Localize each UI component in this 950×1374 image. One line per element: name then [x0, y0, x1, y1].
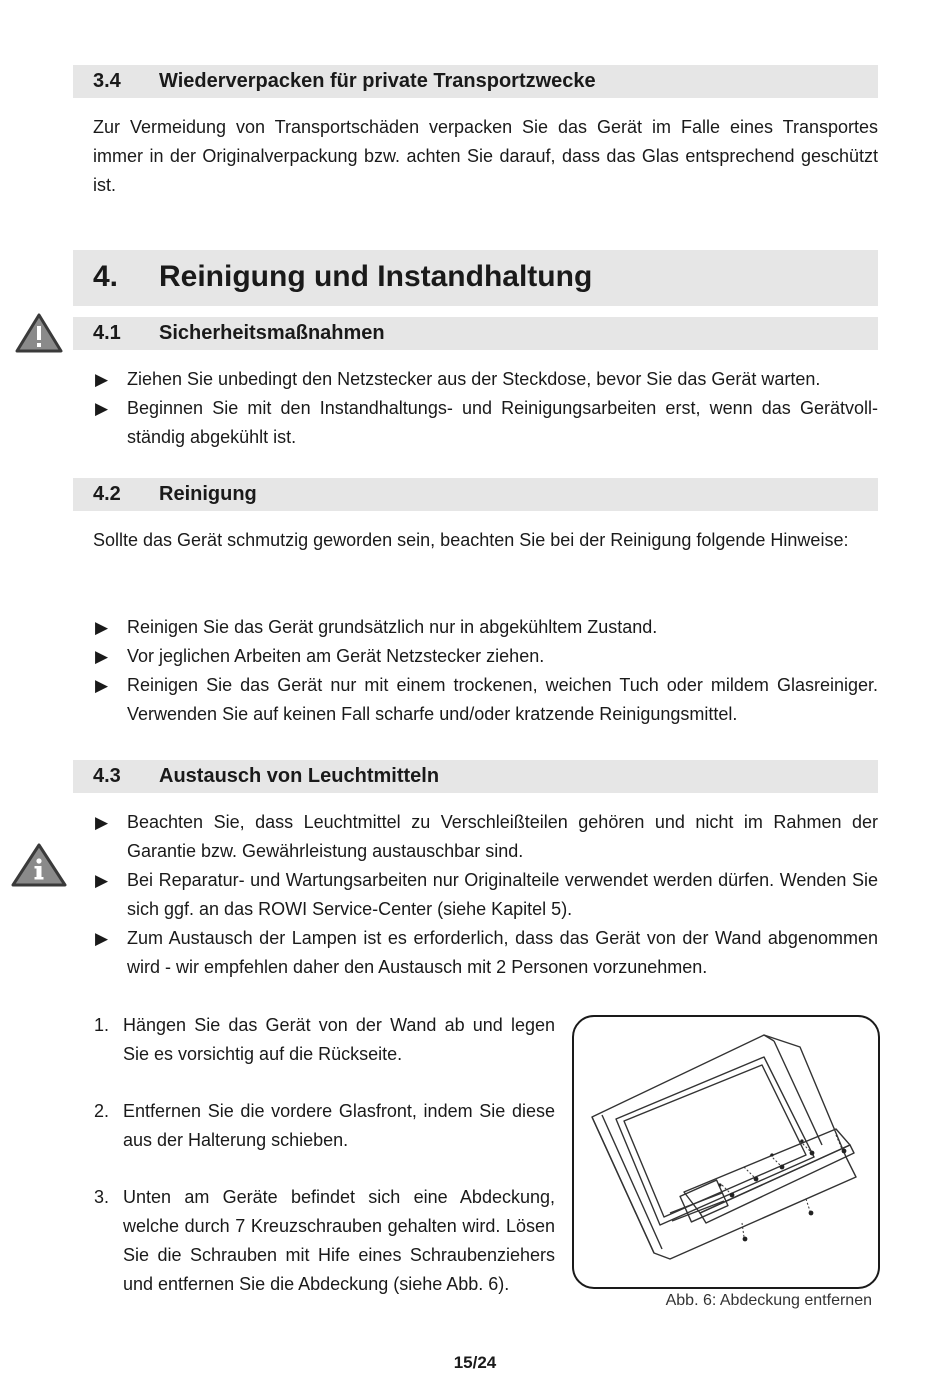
- warning-triangle-icon: [14, 312, 64, 354]
- step-number: 1.: [94, 1015, 110, 1035]
- section-4-3-header: [73, 760, 878, 793]
- bullet-arrow-icon: ▶: [95, 370, 109, 389]
- list-item: ▶ Reinigen Sie das Gerät nur mit einem trockenen, weichen Tuch oder mildem Glasreiniger. Verwenden Sie auf keinen Fall scharfe und/oder kratzende Reinigungsmittel.: [93, 671, 878, 729]
- step-number: 2.: [94, 1101, 110, 1121]
- page-number: 15/24: [453, 1353, 497, 1372]
- figure-caption: Abb. 6: Abdeckung entfernen: [665, 1292, 872, 1309]
- section-4-1-bullets: [93, 365, 878, 452]
- list-item: ▶ Beginnen Sie mit den Instandhaltungs- und Reinigungsarbeiten erst, wenn das Gerätvollständig abgekühlt ist.: [93, 394, 878, 452]
- section-4-1-header: [73, 317, 878, 350]
- section-number: 3.4: [93, 70, 121, 92]
- chapter-number: 4.: [93, 260, 119, 293]
- section-4-2-header: [73, 478, 878, 511]
- section-title: Sicherheitsmaßnahmen: [159, 322, 385, 344]
- section-4-2-bullets: [93, 613, 878, 729]
- section-number: 4.1: [93, 322, 121, 344]
- section-4-3-bullets: [93, 808, 878, 982]
- list-item: ▶ Reinigen Sie das Gerät grundsätzlich nur in abgekühltem Zustand.: [93, 613, 878, 642]
- figure-6-illustration: [572, 1015, 880, 1289]
- bullet-arrow-icon: ▶: [95, 813, 109, 832]
- section-number: 4.2: [93, 483, 121, 505]
- chapter-title: Reinigung und Instandhaltung: [159, 260, 593, 293]
- section-number: 4.3: [93, 765, 121, 787]
- bullet-arrow-icon: ▶: [95, 618, 109, 637]
- section-title: Wiederverpacken für private Transportzwecke: [159, 70, 596, 92]
- step-number: 3.: [94, 1187, 110, 1207]
- list-item: ▶ Vor jeglichen Arbeiten am Gerät Netzstecker ziehen.: [93, 642, 878, 671]
- list-item: ▶ Zum Austausch der Lampen ist es erforderlich, dass das Gerät von der Wand abgenommen wird - wir empfehlen daher den Austausch mit 2 Personen vorzunehmen.: [93, 924, 878, 982]
- bullet-arrow-icon: ▶: [95, 871, 109, 890]
- section-title: Austausch von Leuchtmitteln: [159, 765, 440, 787]
- section-title: Reinigung: [159, 483, 257, 505]
- bullet-arrow-icon: ▶: [95, 647, 109, 666]
- chapter-4-header: [73, 250, 878, 306]
- list-item: ▶ Bei Reparatur- und Wartungsarbeiten nur Originalteile verwendet werden dürfen. Wenden Sie sich ggf. an das ROWI Service-Center (siehe Kapitel 5).: [93, 866, 878, 924]
- section-3-4-header: [73, 65, 878, 98]
- section-4-2-intro: Sollte das Gerät schmutzig geworden sein, beachten Sie bei der Reinigung folgende Hinweise:: [93, 530, 849, 550]
- section-3-4-text: Zur Vermeidung von Transportschäden verpacken Sie das Gerät im Falle eines Transportes immer in der Originalverpackung bzw. achten Sie darauf, dass das Glas entsprechend geschützt ist.: [93, 117, 878, 195]
- bullet-arrow-icon: ▶: [95, 399, 109, 418]
- info-triangle-icon: [10, 842, 68, 888]
- bullet-arrow-icon: ▶: [95, 929, 109, 948]
- section-4-3-steps: [93, 1011, 555, 1327]
- step-item: 1. Hängen Sie das Gerät von der Wand ab und legen Sie es vorsichtig auf die Rückseite.: [93, 1011, 555, 1069]
- list-item: ▶ Ziehen Sie unbedingt den Netzstecker aus der Steckdose, bevor Sie das Gerät warten.: [93, 365, 878, 394]
- list-item: ▶ Beachten Sie, dass Leuchtmittel zu Verschleißteilen gehören und nicht im Rahmen der Garantie bzw. Gewährleistung austauschbar sind.: [93, 808, 878, 866]
- step-item: 2. Entfernen Sie die vordere Glasfront, indem Sie diese aus der Halterung schieben.: [93, 1097, 555, 1155]
- step-item: 3. Unten am Geräte befindet sich eine Abdeckung, welche durch 7 Kreuzschrauben gehalten wird. Lösen Sie die Schrauben mit Hife eines Schraubenziehers und entfernen Sie die Abdeckung (siehe Abb. 6).: [93, 1183, 555, 1299]
- device-cover-drawing: [574, 1017, 878, 1287]
- bullet-arrow-icon: ▶: [95, 676, 109, 695]
